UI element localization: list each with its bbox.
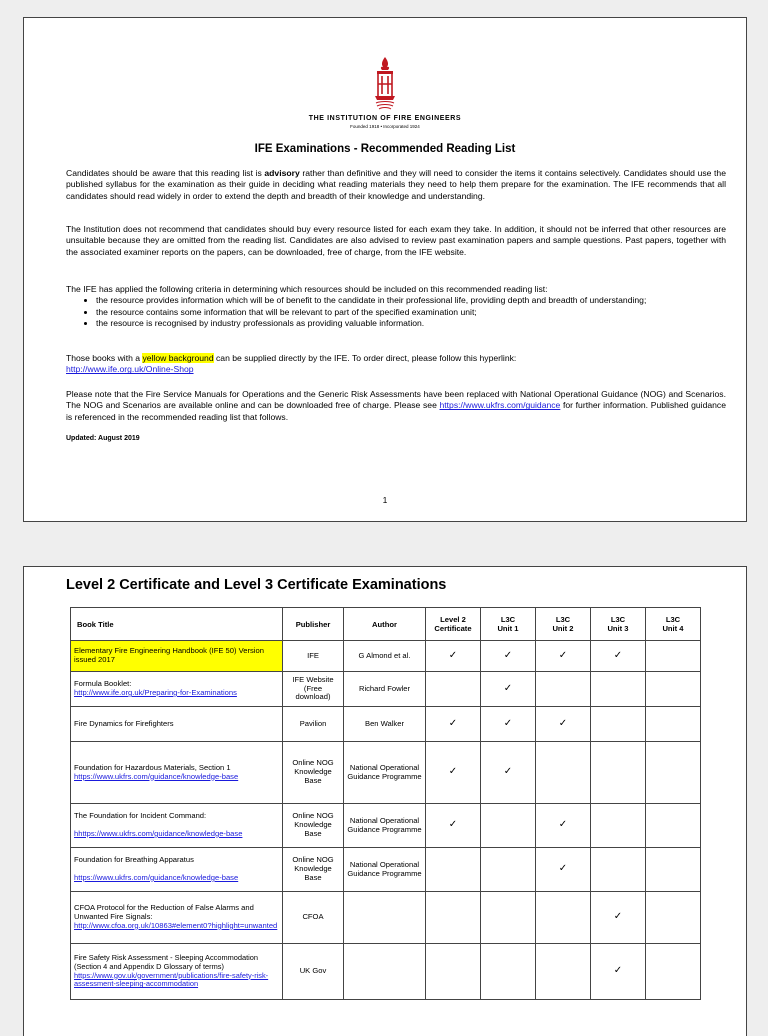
empty-cell: [481, 944, 536, 1000]
author: [344, 892, 426, 944]
empty-cell: [646, 742, 701, 804]
table-header-row: [71, 608, 701, 641]
header-unit3: [591, 608, 646, 641]
book-link[interactable]: http://www.ife.org.uk/Preparing-for-Examinations: [74, 688, 237, 697]
author: Richard Fowler: [344, 672, 426, 707]
header-unit4-line2: Unit 4: [662, 624, 684, 633]
table-row: [71, 892, 701, 944]
header-unit1-line1: L3C: [500, 615, 516, 624]
ife-crest-logo: [24, 56, 746, 117]
header-unit4-line1: L3C: [665, 615, 681, 624]
empty-cell: [426, 944, 481, 1000]
header-level2-line1: Level 2: [440, 615, 466, 624]
advisory-bold: advisory: [264, 168, 300, 178]
header-unit2-line1: L3C: [555, 615, 571, 624]
book-title-cell: [71, 742, 283, 804]
book-link[interactable]: https://www.gov.uk/government/publications/fire-safety-risk-assessment-sleeping-accommodation: [74, 970, 269, 989]
empty-cell: [536, 672, 591, 707]
para1-text-b: rather than definitive and they will need to consider the items it contains selectively. Candidates should use the published syllabus for the examination as their guide in deciding what reading materials they need to help them prepare for the examination. The IFE recommends that all candidates should read widely in order to extend the depth and breadth of their knowledge and understanding.: [66, 168, 726, 201]
check-mark: ✓: [426, 742, 481, 804]
paragraph-purchase-advice: The Institution does not recommend that candidates should buy every resource listed for each exam they take. In addition, it should not be inferred that other resources are unsuitable because they are omitted from the reading list. Candidates are also advised to review past examination papers and sample questions. Past papers, together with the associated examiner reports on the papers, can be downloaded, free of charge, from the IFE website.: [66, 224, 726, 257]
paragraph-criteria: [66, 284, 726, 329]
book-title: CFOA Protocol for the Reduction of False Alarms and Unwanted Fire Signals:: [74, 903, 254, 922]
author: National Operational Guidance Programme: [344, 742, 426, 804]
check-mark: ✓: [591, 892, 646, 944]
header-unit3-line1: L3C: [610, 615, 626, 624]
empty-cell: [646, 641, 701, 672]
book-title-cell: [71, 848, 283, 892]
book-title-cell: [71, 672, 283, 707]
empty-cell: [591, 742, 646, 804]
empty-cell: [591, 672, 646, 707]
check-mark: ✓: [426, 707, 481, 742]
empty-cell: [481, 848, 536, 892]
check-mark: ✓: [536, 848, 591, 892]
book-title-cell: [71, 892, 283, 944]
empty-cell: [646, 848, 701, 892]
check-mark: ✓: [591, 944, 646, 1000]
book-title-cell: [71, 804, 283, 848]
empty-cell: [536, 742, 591, 804]
header-unit2-line2: Unit 2: [552, 624, 574, 633]
header-unit1: [481, 608, 536, 641]
updated-date: Updated: August 2019: [66, 435, 140, 442]
empty-cell: [426, 672, 481, 707]
yellow-background-highlight: yellow background: [142, 353, 214, 363]
empty-cell: [646, 707, 701, 742]
book-title: Formula Booklet:: [74, 679, 132, 689]
book-link[interactable]: https://www.ukfrs.com/guidance/knowledge-base: [74, 771, 239, 781]
header-unit3-line2: Unit 3: [607, 624, 629, 633]
online-shop-link[interactable]: http://www.ife.org.uk/Online-Shop: [66, 364, 194, 375]
empty-cell: [481, 892, 536, 944]
header-book-title: Book Title: [71, 608, 283, 641]
empty-cell: [646, 944, 701, 1000]
table-row: [71, 707, 701, 742]
book-title: Elementary Fire Engineering Handbook (IFE 50) Version issued 2017: [71, 641, 283, 672]
empty-cell: [591, 707, 646, 742]
empty-cell: [646, 804, 701, 848]
empty-cell: [426, 892, 481, 944]
table-row: [71, 848, 701, 892]
check-mark: ✓: [481, 742, 536, 804]
criteria-item: • the resource provides information which will be of benefit to the candidate in their professional life, providing depth and breadth of understanding;: [96, 295, 726, 306]
book-title: The Foundation for Incident Command:: [74, 811, 207, 821]
empty-cell: [591, 848, 646, 892]
book-link[interactable]: hhttps://www.ukfrs.com/guidance/knowledge-base: [74, 828, 243, 838]
check-mark: ✓: [536, 804, 591, 848]
page-2: [23, 566, 747, 1036]
ife-crest-icon: [372, 56, 398, 112]
table-row: [71, 944, 701, 1000]
empty-cell: [426, 848, 481, 892]
book-link[interactable]: https://www.ukfrs.com/guidance/knowledge-base: [74, 872, 239, 882]
para1-text-a: Candidates should be aware that this reading list is: [66, 168, 265, 178]
book-title: Fire Safety Risk Assessment - Sleeping Accommodation (Section 4 and Appendix D Glossary of terms): [74, 952, 259, 971]
para5-text-a: Please note that the Fire Service Manuals for Operations and the Generic Risk Assessments have been replaced with National Operational Guidance (NOG) and Scenarios. The NOG and Scenarios are available online and can be downloaded free of charge. Please see: [66, 389, 726, 411]
empty-cell: [646, 892, 701, 944]
publisher: Online NOG Knowledge Base: [283, 804, 344, 848]
page-number: 1: [382, 495, 388, 505]
check-mark: ✓: [591, 641, 646, 672]
publisher: Pavilion: [283, 707, 344, 742]
criteria-item: • the resource is recognised by industry professionals as providing valuable information.: [96, 318, 726, 329]
author: National Operational Guidance Programme: [344, 848, 426, 892]
paragraph-online-shop: [66, 353, 726, 376]
author: Ben Walker: [344, 707, 426, 742]
institution-subtitle: Founded 1918 • Incorporated 1924: [350, 124, 420, 129]
page-1: [23, 17, 747, 522]
book-title-cell: [71, 944, 283, 1000]
book-title: Foundation for Breathing Apparatus: [74, 855, 194, 865]
table-row: [71, 672, 701, 707]
para5-text-b: for further information. Published guidance is referenced in the recommended reading list that follows.: [66, 400, 726, 422]
check-mark: ✓: [426, 641, 481, 672]
book-link[interactable]: http://www.cfoa.org.uk/10863#element0?highlight=unwanted: [74, 920, 278, 930]
header-level2-line2: Certificate: [434, 624, 472, 633]
empty-cell: [536, 944, 591, 1000]
header-unit2: [536, 608, 591, 641]
criteria-list: [66, 295, 726, 329]
empty-cell: [646, 672, 701, 707]
table-row: [71, 742, 701, 804]
check-mark: ✓: [481, 707, 536, 742]
guidance-link[interactable]: https://www.ukfrs.com/guidance: [439, 400, 561, 411]
publisher: Online NOG Knowledge Base: [283, 742, 344, 804]
empty-cell: [481, 804, 536, 848]
reading-list-table: [70, 607, 701, 1000]
empty-cell: [536, 892, 591, 944]
section-title: Level 2 Certificate and Level 3 Certificate Examinations: [66, 577, 447, 593]
criteria-item: • the resource contains some information that will be relevant to part of the specified examination unit;: [96, 307, 726, 318]
empty-cell: [591, 804, 646, 848]
publisher: UK Gov: [283, 944, 344, 1000]
check-mark: ✓: [536, 707, 591, 742]
check-mark: ✓: [426, 804, 481, 848]
para4-text-a: Those books with a: [66, 353, 143, 363]
check-mark: ✓: [481, 641, 536, 672]
author: [344, 944, 426, 1000]
criteria-intro: The IFE has applied the following criteria in determining which resources should be included on this recommended reading list:: [66, 284, 548, 294]
paragraph-nog: [66, 389, 726, 423]
table-row: [71, 641, 701, 672]
header-publisher: Publisher: [283, 608, 344, 641]
publisher: Online NOG Knowledge Base: [283, 848, 344, 892]
book-title: Fire Dynamics for Firefighters: [71, 707, 283, 742]
table-row: [71, 804, 701, 848]
publisher: CFOA: [283, 892, 344, 944]
publisher: IFE: [283, 641, 344, 672]
header-unit1-line2: Unit 1: [497, 624, 519, 633]
header-level2: [426, 608, 481, 641]
publisher: IFE Website (Free download): [283, 672, 344, 707]
check-mark: ✓: [536, 641, 591, 672]
header-unit4: [646, 608, 701, 641]
author: National Operational Guidance Programme: [344, 804, 426, 848]
institution-name: THE INSTITUTION OF FIRE ENGINEERS: [308, 115, 462, 122]
paragraph-advisory: [66, 168, 726, 202]
para4-text-b: can be supplied directly by the IFE. To order direct, please follow this hyperlink:: [213, 353, 517, 363]
book-title: Foundation for Hazardous Materials, Section 1: [74, 762, 231, 772]
header-author: Author: [344, 608, 426, 641]
document-title: IFE Examinations - Recommended Reading List: [254, 143, 516, 155]
check-mark: ✓: [481, 672, 536, 707]
author: G Almond et al.: [344, 641, 426, 672]
